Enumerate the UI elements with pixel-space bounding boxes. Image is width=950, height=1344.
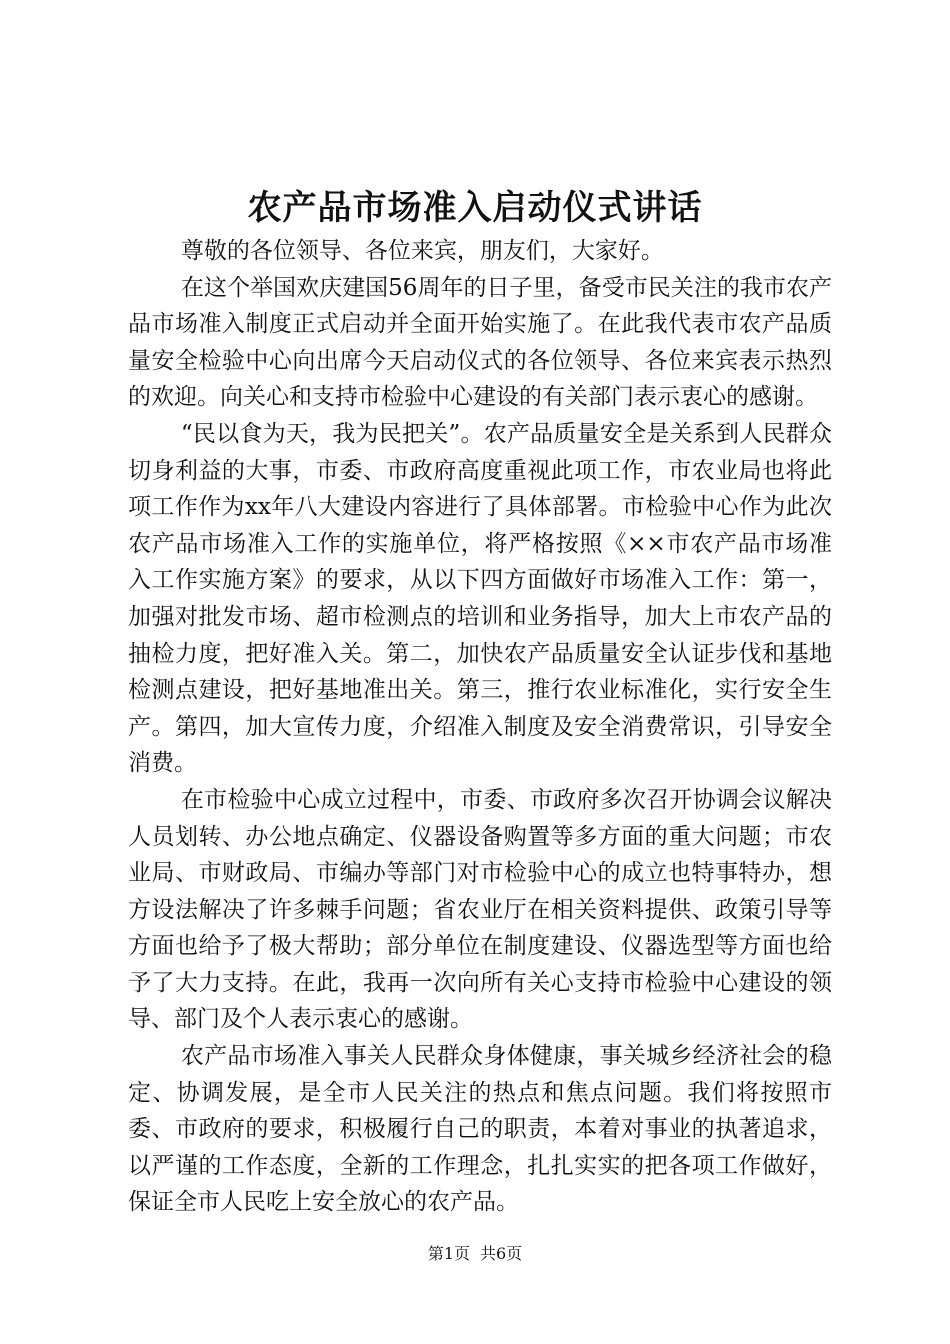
page-total: 共6页 xyxy=(480,1244,523,1263)
document-title: 农产品市场准入启动仪式讲话 xyxy=(247,188,703,228)
page-footer xyxy=(0,1243,950,1265)
paragraph-commitment: 农产品市场准入事关人民群众身体健康，事关城乡经济社会的稳定、协调发展，是全市人民关注的热点和焦点问题。我们将按照市委、市政府的要求，积极履行自己的职责，本着对事业的执著追求，以严谨的工作态度，全新的工作理念，扎扎实实的把各项工作做好，保证全市人民吃上安全放心的农产品。 xyxy=(128,1043,832,1216)
paragraph-food-safety: “民以食为天，我为民把关”。农产品质量安全是关系到人民群众切身利益的大事，市委、市政府高度重视此项工作，市农业局也将此项工作作为xx年八大建设内容进行了具体部署。市检验中心作为此次农产品市场准入工作的实施单位，将严格按照《××市农产品市场准入工作实施方案》的要求，从以下四方面做好市场准入工作：第一，加强对批发市场、超市检测点的培训和业务指导，加大上市农产品的抽检力度，把好准入关。第二，加快农产品质量安全认证步伐和基地检测点建设，把好基地准出关。第三，推行农业标准化，实行安全生产。第四，加大宣传力度，介绍准入制度及安全消费常识，引导安全消费。 xyxy=(128,420,832,777)
paragraph-opening: 在这个举国欢庆建国56周年的日子里，备受市民关注的我市农产品市场准入制度正式启动并全面开始实施了。在此我代表市农产品质量安全检验中心向出席今天启动仪式的各位领导、各位来宾表示热烈的欢迎。向关心和支持市检验中心建设的有关部门表示衷心的感谢。 xyxy=(128,274,832,411)
document-body xyxy=(128,233,832,1221)
paragraph-thanks: 在市检验中心成立过程中，市委、市政府多次召开协调会议解决人员划转、办公地点确定、仪器设备购置等多方面的重大问题；市农业局、市财政局、市编办等部门对市检验中心的成立也特事特办，想方设法解决了许多棘手问题；省农业厅在相关资料提供、政策引导等方面也给予了极大帮助；部分单位在制度建设、仪器选型等方面也给予了大力支持。在此，我再一次向所有关心支持市检验中心建设的领导、部门及个人表示衷心的感谢。 xyxy=(128,786,832,1033)
paragraph-greeting: 尊敬的各位领导、各位来宾，朋友们，大家好。 xyxy=(180,238,664,264)
page-number: 第1页 xyxy=(427,1244,470,1263)
